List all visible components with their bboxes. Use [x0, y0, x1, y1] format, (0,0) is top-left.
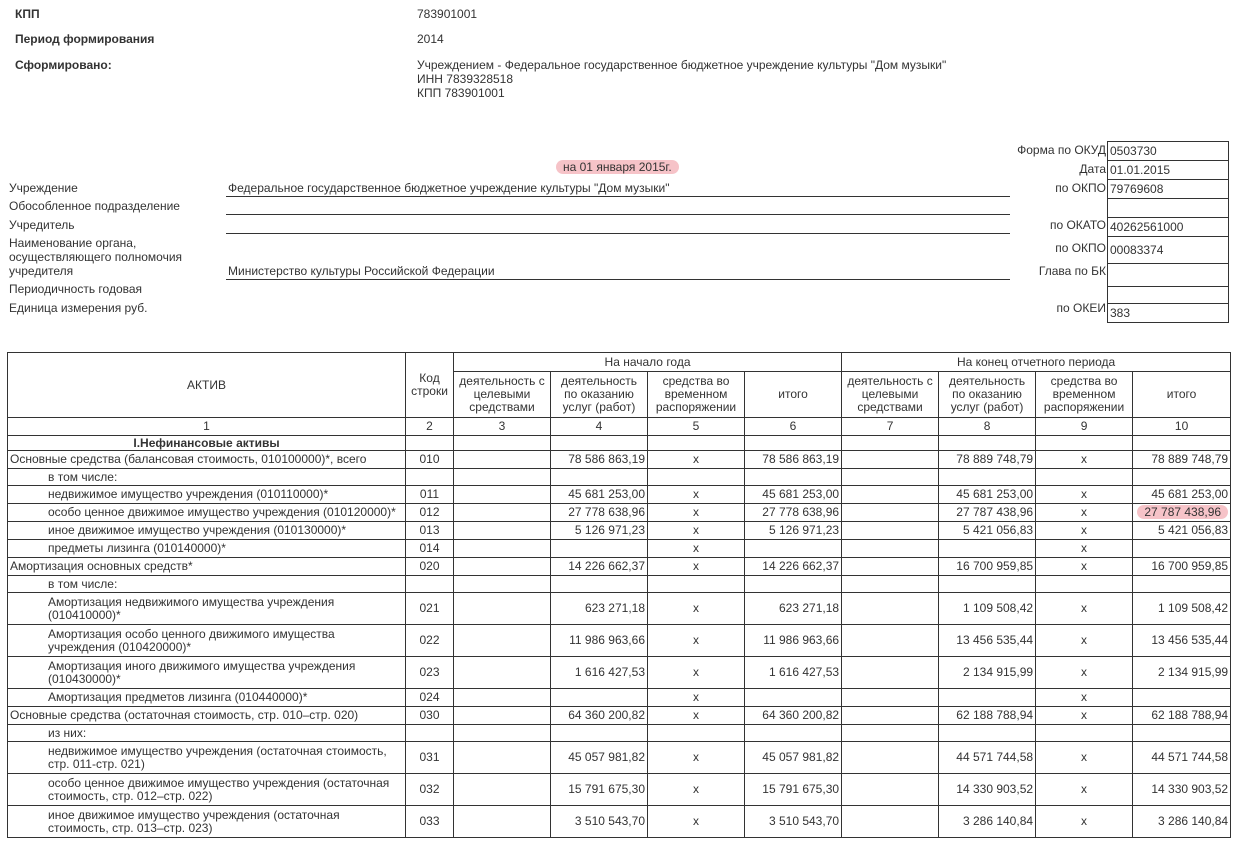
code-okato: 40262561000 — [1107, 218, 1229, 237]
row-cell-9: x — [1036, 593, 1133, 625]
row-cell-5: x — [648, 486, 745, 504]
table-row — [8, 469, 1231, 486]
formed-line-2: ИНН 7839328518 — [417, 72, 514, 86]
col-num-5: 5 — [648, 418, 745, 436]
row-cell-3 — [454, 522, 551, 540]
row-cell-8: 27 787 438,96 — [939, 504, 1036, 522]
report-date: на 01 января 2015г. — [556, 160, 679, 174]
table-row — [8, 657, 1231, 689]
kpp-value: 783901001 — [417, 7, 478, 21]
row-cell-3 — [454, 558, 551, 576]
row-cell-7 — [842, 657, 939, 689]
row-code: 014 — [406, 540, 454, 558]
row-cell-6: 15 791 675,30 — [745, 774, 842, 806]
row-name: Амортизация основных средств* — [8, 558, 406, 576]
table-row — [8, 522, 1231, 540]
row-cell-5: x — [648, 625, 745, 657]
row-cell-4: 15 791 675,30 — [551, 774, 648, 806]
row-cell-4: 3 510 543,70 — [551, 806, 648, 838]
section-title: I.Нефинансовые активы — [8, 436, 406, 451]
authority-value: Министерство культуры Российской Федерации — [228, 264, 495, 278]
row-cell-6 — [745, 725, 842, 742]
row-cell-4 — [551, 689, 648, 707]
code-empty-1 — [1107, 199, 1229, 218]
table-row — [8, 576, 1231, 593]
head-sub-8: итого — [1133, 372, 1231, 418]
code-label-bk: Глава по БК — [1038, 264, 1106, 278]
table-row — [8, 558, 1231, 576]
authority-label-3: учредителя — [9, 264, 74, 278]
row-cell-5: x — [648, 540, 745, 558]
table-row — [8, 707, 1231, 725]
row-cell-8: 62 188 788,94 — [939, 707, 1036, 725]
row-cell-5 — [648, 469, 745, 486]
row-cell-4: 27 778 638,96 — [551, 504, 648, 522]
row-code: 030 — [406, 707, 454, 725]
row-cell-6 — [745, 689, 842, 707]
row-cell-5: x — [648, 806, 745, 838]
row-cell-10: 14 330 903,52 — [1133, 774, 1231, 806]
row-cell-10: 3 286 140,84 — [1133, 806, 1231, 838]
row-cell-7 — [842, 522, 939, 540]
row-cell-8 — [939, 576, 1036, 593]
row-cell-9 — [1036, 576, 1133, 593]
table-row — [8, 540, 1231, 558]
code-label-okpo-2: по ОКПО — [1055, 241, 1106, 255]
row-cell-6: 1 616 427,53 — [745, 657, 842, 689]
row-code: 011 — [406, 486, 454, 504]
row-cell-4 — [551, 469, 648, 486]
row-cell-7 — [842, 558, 939, 576]
row-cell-4 — [551, 540, 648, 558]
row-cell-10: 44 571 744,58 — [1133, 742, 1231, 774]
row-cell-8 — [939, 689, 1036, 707]
formed-line-1: Учреждением - Федеральное государственное бюджетное учреждение культуры "Дом музыки" — [417, 58, 947, 72]
row-cell-8: 45 681 253,00 — [939, 486, 1036, 504]
row-cell-6: 45 057 981,82 — [745, 742, 842, 774]
row-cell-10 — [1133, 469, 1231, 486]
row-name: иное движимое имущество учреждения (010130000)* — [8, 522, 406, 540]
row-cell-5 — [648, 576, 745, 593]
row-cell-10: 45 681 253,00 — [1133, 486, 1231, 504]
code-date: 01.01.2015 — [1107, 161, 1229, 180]
row-cell-7 — [842, 625, 939, 657]
code-okud: 0503730 — [1107, 141, 1229, 161]
period-label: Период формирования — [15, 32, 155, 46]
head-sub-6: деятельность по оказанию услуг (работ) — [939, 372, 1036, 418]
code-label-okpo: по ОКПО — [1055, 181, 1106, 195]
row-cell-10: 78 889 748,79 — [1133, 451, 1231, 469]
row-cell-6: 45 681 253,00 — [745, 486, 842, 504]
row-cell-6: 78 586 863,19 — [745, 451, 842, 469]
authority-label-2: осуществляющего полномочия — [9, 250, 183, 264]
row-cell-6 — [745, 540, 842, 558]
row-cell-6: 27 778 638,96 — [745, 504, 842, 522]
table-row — [8, 504, 1231, 522]
code-label-okei: по ОКЕИ — [1056, 301, 1106, 315]
founder-label: Учредитель — [9, 218, 75, 232]
row-code: 031 — [406, 742, 454, 774]
code-okpo-2: 00083374 — [1107, 237, 1229, 264]
table-row — [8, 625, 1231, 657]
row-cell-7 — [842, 504, 939, 522]
institution-underline — [226, 196, 1010, 197]
row-name: предметы лизинга (010140000)* — [8, 540, 406, 558]
row-cell-9: x — [1036, 486, 1133, 504]
row-cell-3 — [454, 593, 551, 625]
row-cell-9: x — [1036, 689, 1133, 707]
subdivision-underline — [226, 214, 1010, 215]
codes-box — [1107, 141, 1229, 323]
row-code — [406, 469, 454, 486]
row-cell-9: x — [1036, 806, 1133, 838]
code-label-date: Дата — [1079, 162, 1106, 176]
row-name: Амортизация особо ценного движимого имущества учреждения (010420000)* — [8, 625, 406, 657]
col-num-8: 8 — [939, 418, 1036, 436]
row-cell-10: 13 456 535,44 — [1133, 625, 1231, 657]
row-cell-7 — [842, 451, 939, 469]
row-cell-8 — [939, 540, 1036, 558]
table-row — [8, 774, 1231, 806]
row-name: недвижимое имущество учреждения (остаточная стоимость, стр. 011-стр. 021) — [8, 742, 406, 774]
row-cell-3 — [454, 504, 551, 522]
row-cell-3 — [454, 689, 551, 707]
row-cell-3 — [454, 540, 551, 558]
row-name: Амортизация иного движимого имущества учреждения (010430000)* — [8, 657, 406, 689]
row-cell-10 — [1133, 540, 1231, 558]
row-cell-9 — [1036, 725, 1133, 742]
row-cell-10 — [1133, 725, 1231, 742]
row-cell-9: x — [1036, 540, 1133, 558]
row-cell-4 — [551, 725, 648, 742]
row-cell-4: 45 057 981,82 — [551, 742, 648, 774]
row-cell-5: x — [648, 657, 745, 689]
authority-label-1: Наименование органа, — [9, 236, 137, 250]
row-cell-7 — [842, 742, 939, 774]
row-cell-5: x — [648, 774, 745, 806]
row-cell-5: x — [648, 707, 745, 725]
row-cell-4: 5 126 971,23 — [551, 522, 648, 540]
row-code: 020 — [406, 558, 454, 576]
row-cell-9 — [1036, 469, 1133, 486]
row-cell-10: 2 134 915,99 — [1133, 657, 1231, 689]
col-num-7: 7 — [842, 418, 939, 436]
row-cell-3 — [454, 806, 551, 838]
col-num-1: 1 — [8, 418, 406, 436]
row-name: Амортизация недвижимого имущества учреждения (010410000)* — [8, 593, 406, 625]
row-cell-5: x — [648, 522, 745, 540]
col-num-9: 9 — [1036, 418, 1133, 436]
table-row — [8, 593, 1231, 625]
col-num-10: 10 — [1133, 418, 1231, 436]
row-code: 033 — [406, 806, 454, 838]
row-cell-9: x — [1036, 522, 1133, 540]
row-cell-4: 64 360 200,82 — [551, 707, 648, 725]
row-cell-3 — [454, 469, 551, 486]
row-cell-9: x — [1036, 451, 1133, 469]
row-cell-4: 14 226 662,37 — [551, 558, 648, 576]
row-cell-8: 2 134 915,99 — [939, 657, 1036, 689]
row-cell-5: x — [648, 504, 745, 522]
row-cell-4: 623 271,18 — [551, 593, 648, 625]
col-num-3: 3 — [454, 418, 551, 436]
col-num-2: 2 — [406, 418, 454, 436]
row-cell-7 — [842, 486, 939, 504]
row-name: особо ценное движимое имущество учреждения (010120000)* — [8, 504, 406, 522]
row-name: в том числе: — [8, 576, 406, 593]
row-cell-6: 3 510 543,70 — [745, 806, 842, 838]
formed-line-3: КПП 783901001 — [417, 86, 505, 100]
head-activ: АКТИВ — [8, 353, 406, 418]
row-cell-8 — [939, 469, 1036, 486]
row-name: иное движимое имущество учреждения (остаточная стоимость, стр. 013–стр. 023) — [8, 806, 406, 838]
row-cell-9: x — [1036, 774, 1133, 806]
row-cell-3 — [454, 774, 551, 806]
table-row — [8, 725, 1231, 742]
row-cell-8: 1 109 508,42 — [939, 593, 1036, 625]
row-cell-3 — [454, 742, 551, 774]
table-row — [8, 806, 1231, 838]
institution-label: Учреждение — [9, 181, 78, 195]
row-cell-6: 64 360 200,82 — [745, 707, 842, 725]
head-group-start: На начало года — [454, 353, 842, 372]
code-label-okud: Форма по ОКУД — [1017, 143, 1106, 157]
row-cell-9: x — [1036, 625, 1133, 657]
row-cell-9: x — [1036, 504, 1133, 522]
row-code: 013 — [406, 522, 454, 540]
row-cell-9: x — [1036, 742, 1133, 774]
code-label-okato: по ОКАТО — [1049, 218, 1106, 232]
founder-underline — [226, 233, 1010, 234]
unit-label: Единица измерения руб. — [9, 301, 148, 315]
periodicity-label: Периодичность годовая — [9, 282, 143, 296]
row-cell-3 — [454, 486, 551, 504]
code-okpo: 79769608 — [1107, 180, 1229, 199]
row-name: из них: — [8, 725, 406, 742]
row-cell-3 — [454, 625, 551, 657]
table-row — [8, 742, 1231, 774]
row-cell-6: 623 271,18 — [745, 593, 842, 625]
row-cell-5 — [648, 725, 745, 742]
row-cell-7 — [842, 576, 939, 593]
row-cell-8: 3 286 140,84 — [939, 806, 1036, 838]
head-sub-5: деятельность с целевыми средствами — [842, 372, 939, 418]
row-cell-3 — [454, 576, 551, 593]
row-cell-10: 16 700 959,85 — [1133, 558, 1231, 576]
row-code: 023 — [406, 657, 454, 689]
row-code — [406, 725, 454, 742]
row-name: особо ценное движимое имущество учреждения (остаточная стоимость, стр. 012–стр. 022) — [8, 774, 406, 806]
row-cell-3 — [454, 451, 551, 469]
row-cell-6 — [745, 576, 842, 593]
row-cell-4: 11 986 963,66 — [551, 625, 648, 657]
row-cell-10 — [1133, 576, 1231, 593]
row-cell-9: x — [1036, 558, 1133, 576]
authority-underline — [226, 279, 1010, 280]
row-code: 021 — [406, 593, 454, 625]
table-row — [8, 486, 1231, 504]
head-sub-4: итого — [745, 372, 842, 418]
formed-label: Сформировано: — [15, 58, 112, 72]
row-cell-7 — [842, 774, 939, 806]
head-group-end: На конец отчетного периода — [842, 353, 1231, 372]
row-cell-6: 5 126 971,23 — [745, 522, 842, 540]
row-cell-4: 45 681 253,00 — [551, 486, 648, 504]
head-code: Код строки — [406, 353, 454, 418]
row-name: Основные средства (балансовая стоимость, 010100000)*, всего — [8, 451, 406, 469]
row-cell-3 — [454, 725, 551, 742]
row-cell-10 — [1133, 689, 1231, 707]
row-code: 024 — [406, 689, 454, 707]
row-cell-7 — [842, 540, 939, 558]
row-cell-4: 1 616 427,53 — [551, 657, 648, 689]
row-code: 012 — [406, 504, 454, 522]
head-sub-2: деятельность по оказанию услуг (работ) — [551, 372, 648, 418]
row-cell-6: 14 226 662,37 — [745, 558, 842, 576]
row-name: Амортизация предметов лизинга (010440000)* — [8, 689, 406, 707]
row-cell-5: x — [648, 593, 745, 625]
row-cell-4: 78 586 863,19 — [551, 451, 648, 469]
row-code: 010 — [406, 451, 454, 469]
code-okei: 383 — [1107, 304, 1229, 323]
row-cell-9: x — [1036, 707, 1133, 725]
col-num-4: 4 — [551, 418, 648, 436]
row-cell-6 — [745, 469, 842, 486]
row-cell-8: 78 889 748,79 — [939, 451, 1036, 469]
row-cell-7 — [842, 806, 939, 838]
row-cell-10: 5 421 056,83 — [1133, 522, 1231, 540]
row-cell-8: 44 571 744,58 — [939, 742, 1036, 774]
row-cell-9: x — [1036, 657, 1133, 689]
row-cell-10: 1 109 508,42 — [1133, 593, 1231, 625]
row-cell-5: x — [648, 558, 745, 576]
row-name: Основные средства (остаточная стоимость, стр. 010–стр. 020) — [8, 707, 406, 725]
row-cell-5: x — [648, 742, 745, 774]
row-code: 022 — [406, 625, 454, 657]
highlighted-value: 27 787 438,96 — [1137, 505, 1228, 519]
row-code: 032 — [406, 774, 454, 806]
row-cell-8: 14 330 903,52 — [939, 774, 1036, 806]
head-sub-7: средства во временном распоряжении — [1036, 372, 1133, 418]
row-cell-8: 13 456 535,44 — [939, 625, 1036, 657]
subdivision-label: Обособленное подразделение — [9, 199, 180, 213]
balance-table — [7, 352, 1231, 838]
row-cell-8: 16 700 959,85 — [939, 558, 1036, 576]
code-bk — [1107, 264, 1229, 287]
row-cell-7 — [842, 469, 939, 486]
row-cell-6: 11 986 963,66 — [745, 625, 842, 657]
row-cell-7 — [842, 707, 939, 725]
row-cell-8: 5 421 056,83 — [939, 522, 1036, 540]
institution-value: Федеральное государственное бюджетное учреждение культуры "Дом музыки" — [228, 181, 670, 195]
row-cell-10 — [1133, 504, 1231, 522]
head-sub-1: деятельность с целевыми средствами — [454, 372, 551, 418]
period-value: 2014 — [417, 32, 444, 46]
row-cell-3 — [454, 657, 551, 689]
head-sub-3: средства во временном распоряжении — [648, 372, 745, 418]
row-cell-10: 62 188 788,94 — [1133, 707, 1231, 725]
row-name: недвижимое имущество учреждения (010110000)* — [8, 486, 406, 504]
row-cell-4 — [551, 576, 648, 593]
col-num-6: 6 — [745, 418, 842, 436]
code-empty-2 — [1107, 287, 1229, 304]
row-code — [406, 576, 454, 593]
row-cell-5: x — [648, 689, 745, 707]
row-cell-8 — [939, 725, 1036, 742]
row-cell-3 — [454, 707, 551, 725]
row-cell-7 — [842, 593, 939, 625]
table-row — [8, 689, 1231, 707]
table-row — [8, 451, 1231, 469]
row-name: в том числе: — [8, 469, 406, 486]
kpp-label: КПП — [15, 7, 40, 21]
row-cell-5: x — [648, 451, 745, 469]
row-cell-7 — [842, 725, 939, 742]
row-cell-7 — [842, 689, 939, 707]
